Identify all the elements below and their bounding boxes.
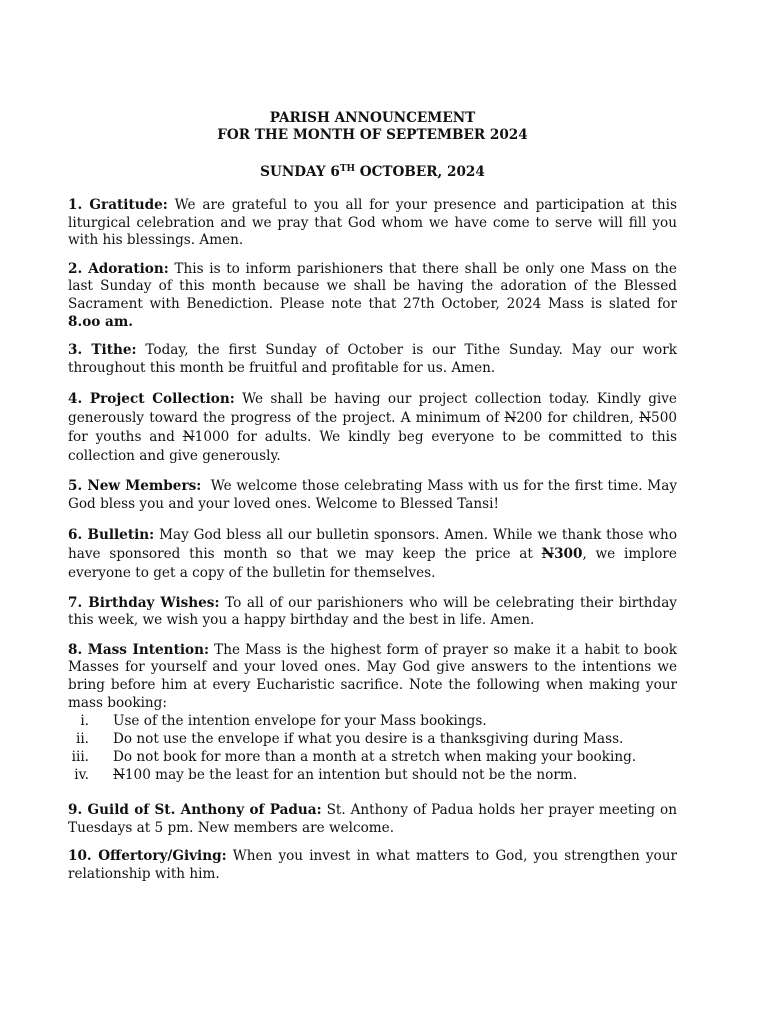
date-suffix: OCTOBER, 2024 [355,164,485,180]
item-text: 500 for youths and [68,410,677,446]
date-superscript: TH [339,164,356,174]
mass-booking-rules-list [68,712,677,784]
item-text: 200 for children, [516,410,640,427]
item-heading: 10. Offertory/Giving: [68,848,227,865]
date-prefix: SUNDAY 6 [260,164,340,180]
mass-time: 8.oo am. [68,313,133,330]
item-text: The Mass is the highest form of prayer so make it a habit to book Masses for yourself and your loved ones. May God give answers to the intentions we bring before him at every Eucharistic sacrifice. Note the following when making your mass booking: [68,641,677,711]
list-text: Do not book for more than a month at a stretch when making your booking. [113,749,637,766]
list-text: Do not use the envelope if what you desire is a thanksgiving during Mass. [113,731,624,748]
item-text: St. Anthony of Padua holds her prayer meeting on Tuesdays at 5 pm. New members are welcome. [68,802,677,836]
document-date [68,160,677,181]
announcement-new-members [68,478,682,513]
mass-intention-intro [68,642,677,712]
document-subtitle: FOR THE MONTH OF SEPTEMBER 2024 [217,127,528,143]
item-heading: 2. Adoration: [68,260,169,277]
announcement-mass-intention [68,642,677,784]
naira-symbol: N [541,545,555,562]
naira-symbol: N [182,429,195,446]
announcement-page [68,110,682,883]
item-heading: 8. Mass Intention: [68,641,209,658]
item-text: This is to inform parishioners that there shall be only one Mass on the last Sunday of this month because we shall be having the adoration of the Blessed Sacrament with Benediction. Please note that 27th October, 2024 Mass is slated for [68,260,677,312]
list-number: iii. [71,749,89,766]
item-text: 1000 for adults. We kindly beg everyone to be committed to this collection and give generously. [68,429,677,465]
list-item [68,712,677,730]
list-text [113,766,677,784]
item-text: May God bless all our bulletin sponsors. Amen. While we thank those who have sponsored this month so that we may keep the price at [68,526,677,562]
bulletin-price: 300 [554,545,583,562]
announcement-birthday-wishes [68,595,677,630]
item-text: We are grateful to you all for your presence and participation at this liturgical celebration and we pray that God whom we have come to serve will fill you with his blessings. Amen. [68,197,677,249]
item-heading: 5. New Members: [68,478,202,495]
item-text: , we implore everyone to get a copy of the bulletin for themselves. [68,545,677,581]
list-item [68,730,677,748]
naira-symbol: N [639,410,652,427]
document-title: PARISH ANNOUNCEMENT [269,110,476,126]
item-text: To all of our parishioners who will be celebrating their birthday this week, we wish you a happy birthday and the best in life. Amen. [68,594,677,629]
item-heading: 3. Tithe: [68,342,137,359]
list-item [68,766,677,784]
list-item [68,748,677,766]
announcement-offertory [68,848,677,883]
announcement-project-collection [68,390,677,466]
item-text: We shall be having our project collection today. Kindly give generously toward the progress of the project. A minimum of [68,391,677,427]
announcement-gratitude [68,197,677,250]
list-number: i. [80,713,89,730]
announcement-bulletin [68,526,677,583]
naira-symbol: N [504,410,517,427]
naira-symbol: N [113,767,125,784]
list-text: Use of the intention envelope for your Mass bookings. [113,713,487,730]
announcement-adoration [68,261,677,331]
item-heading: 1. Gratitude: [68,197,168,213]
list-number: ii. [75,731,89,748]
item-heading: 4. Project Collection: [68,391,235,408]
item-heading: 7. Birthday Wishes: [68,594,220,611]
announcement-tithe [68,342,677,377]
list-number: iv. [74,767,89,784]
item-text: When you invest in what matters to God, you strengthen your relationship with him. [68,848,677,882]
item-text: Today, the first Sunday of October is our Tithe Sunday. May our work throughout this month be fruitful and profitable for us. Amen. [68,342,677,376]
announcement-guild-st-anthony [68,802,677,837]
list-text-body: 100 may be the least for an intention but should not be the norm. [124,767,578,784]
item-heading: 9. Guild of St. Anthony of Padua: [68,802,322,819]
item-text: We welcome those celebrating Mass with us for the first time. May God bless you and your loved ones. Welcome to Blessed Tansi! [68,478,682,512]
item-heading: 6. Bulletin: [68,526,155,543]
